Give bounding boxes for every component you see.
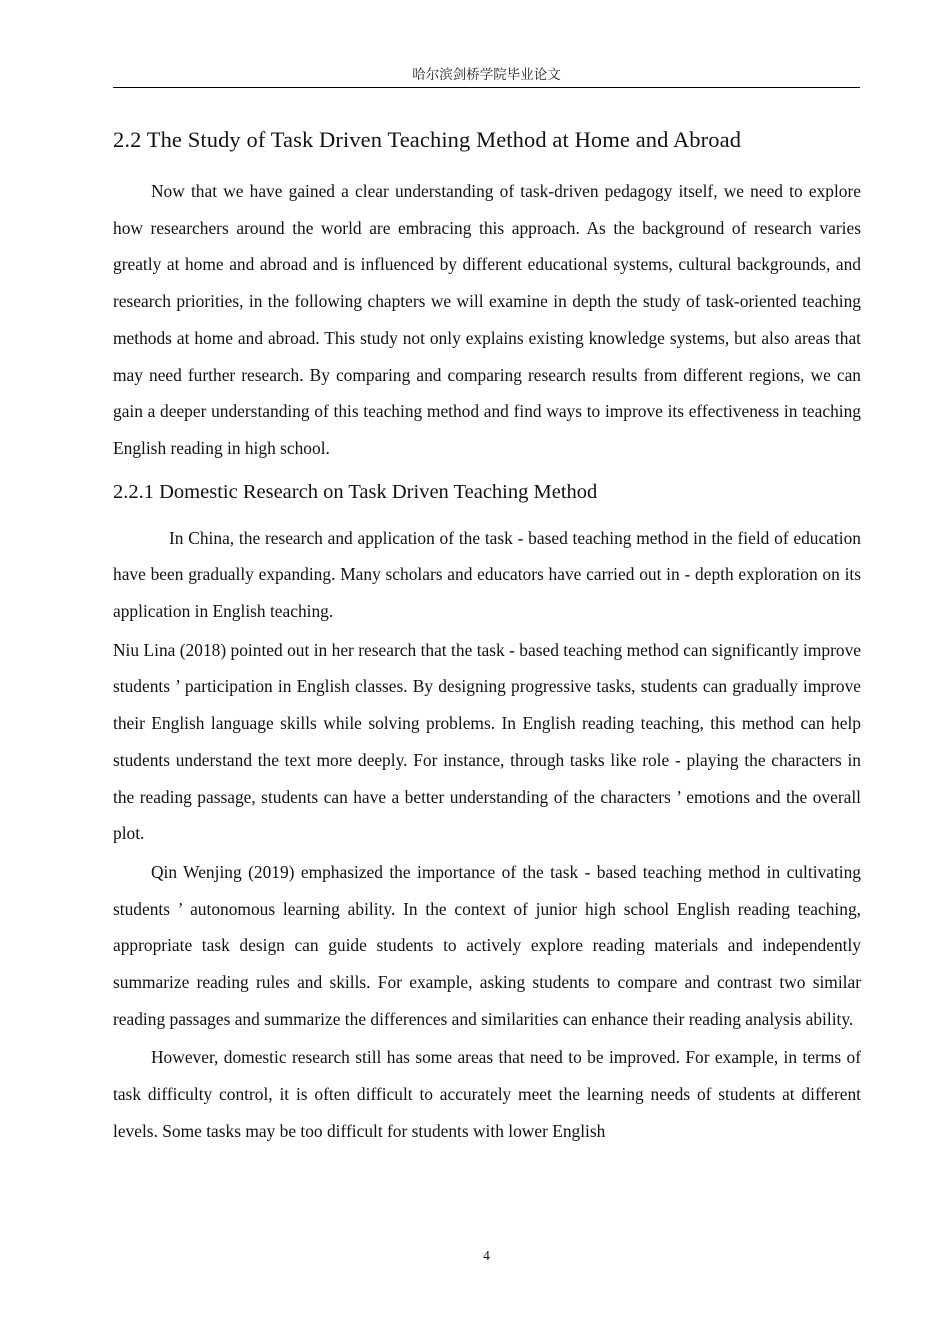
body-paragraph: In China, the research and application of the task - based teaching method in the field of education have been gradually expanding. Many scholars and educators have carried out in - depth exploration on its application in English teaching. xyxy=(113,527,861,622)
header-divider xyxy=(113,87,860,88)
running-header: 哈尔滨剑桥学院毕业论文 xyxy=(412,67,561,83)
section-heading: 2.2 The Study of Task Driven Teaching Method at Home and Abroad xyxy=(113,127,742,152)
page-number: 4 xyxy=(483,1248,490,1263)
body-paragraph: Qin Wenjing (2019) emphasized the importance of the task - based teaching method in cultivating students ’ autonomous learning ability. In the context of junior high school English reading teaching, appropriate task design can guide students to actively explore reading materials and independently summarize reading rules and skills. For example, asking students to compare and contrast two similar reading passages and summarize the differences and similarities can enhance their reading analysis ability. xyxy=(113,861,861,1029)
body-paragraph: Niu Lina (2018) pointed out in her research that the task - based teaching method can significantly improve students ’ participation in English classes. By designing progressive tasks, students can gradually improve their English language skills while solving problems. In English reading teaching, this method can help students understand the text more deeply. For instance, through tasks like role - playing the characters in the reading passage, students can have a better understanding of the characters ’ emotions and the overall plot. xyxy=(113,639,861,844)
subsection-heading: 2.2.1 Domestic Research on Task Driven Teaching Method xyxy=(113,480,598,503)
page-body xyxy=(113,120,861,1150)
section-intro-paragraph: Now that we have gained a clear understanding of task-driven pedagogy itself, we need to explore how researchers around the world are embracing this approach. As the background of research varies greatly at home and abroad and is influenced by different educational systems, cultural backgrounds, and research priorities, in the following chapters we will examine in depth the study of task-oriented teaching methods at home and abroad. This study not only explains existing knowledge systems, but also areas that may need further research. By comparing and comparing research results from different regions, we can gain a deeper understanding of this teaching method and find ways to improve its effectiveness in teaching English reading in high school. xyxy=(113,181,861,458)
body-paragraph: However, domestic research still has some areas that need to be improved. For example, in terms of task difficulty control, it is often difficult to accurately meet the learning needs of students at different levels. Some tasks may be too difficult for students with lower English xyxy=(113,1047,861,1141)
